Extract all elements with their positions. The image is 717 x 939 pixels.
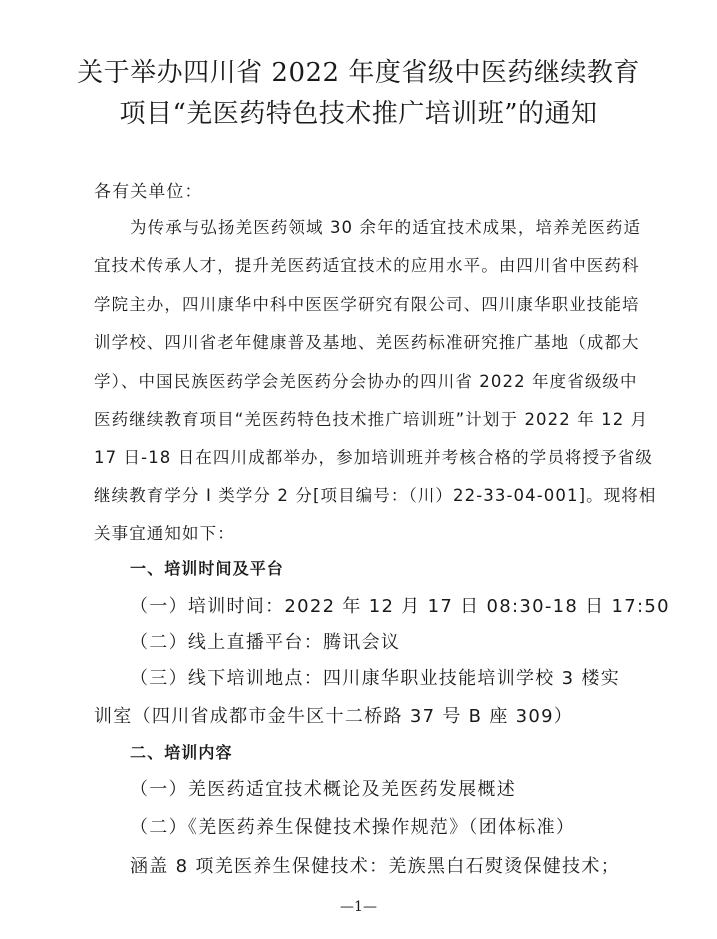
section-2-item-2-continued: 涵盖 8 项羌医养生保健技术：羌族黑白石熨烫保健技术； — [130, 856, 620, 877]
document-title-line-1: 关于举办四川省 2022 年度省级中医药继续教育 — [77, 58, 640, 88]
body-line: 医药继续教育项目“羌医药特色技术推广培训班”计划于 2022 年 12 月 — [94, 410, 649, 429]
body-line: 训学校、四川省老年健康普及基地、羌医药标准研究推广基地（成都大 — [94, 333, 640, 352]
section-2-item-2: （二）《羌医药养生保健技术操作规范》（团体标准） — [130, 817, 576, 838]
body-line: 学）、中国民族医药学会羌医药分会协办的四川省 2022 年度省级级中 — [94, 372, 638, 391]
body-line: 学院主办，四川康华中科中医医学研究有限公司、四川康华职业技能培 — [94, 295, 640, 314]
section-1-item-2: （二）线上直播平台：腾讯会议 — [130, 632, 401, 653]
section-2-item-1: （一）羌医药适宜技术概论及羌医药发展概述 — [130, 779, 516, 800]
body-line: 继续教育学分 I 类学分 2 分[项目编号：（川）22-33-04-001]。现将相 — [94, 486, 657, 505]
page-number: —1— — [340, 899, 377, 915]
section-heading-1: 一、培训时间及平台 — [130, 559, 284, 578]
section-1-item-3-continued: 训室（四川省成都市金牛区十二桥路 37 号 B 座 309） — [94, 706, 574, 727]
body-line: 宜技术传承人才，提升羌医药适宜技术的应用水平。由四川省中医药科 — [94, 256, 640, 275]
salutation: 各有关单位： — [94, 182, 203, 202]
section-heading-2: 二、培训内容 — [130, 743, 233, 762]
section-1-item-3: （三）线下培训地点：四川康华职业技能培训学校 3 楼实 — [130, 668, 620, 689]
body-line: 17 日-18 日在四川成都举办，参加培训班并考核合格的学员将授予省级 — [94, 448, 653, 467]
body-line: 为传承与弘扬羌医药领域 30 余年的适宜技术成果，培养羌医药适 — [130, 218, 642, 237]
section-1-item-1: （一）培训时间：2022 年 12 月 17 日 08:30-18 日 17:50 — [130, 596, 670, 617]
document-title-line-2: 项目“羌医药特色技术推广培训班”的通知 — [119, 99, 598, 129]
body-line: 关事宜通知如下： — [94, 524, 235, 543]
